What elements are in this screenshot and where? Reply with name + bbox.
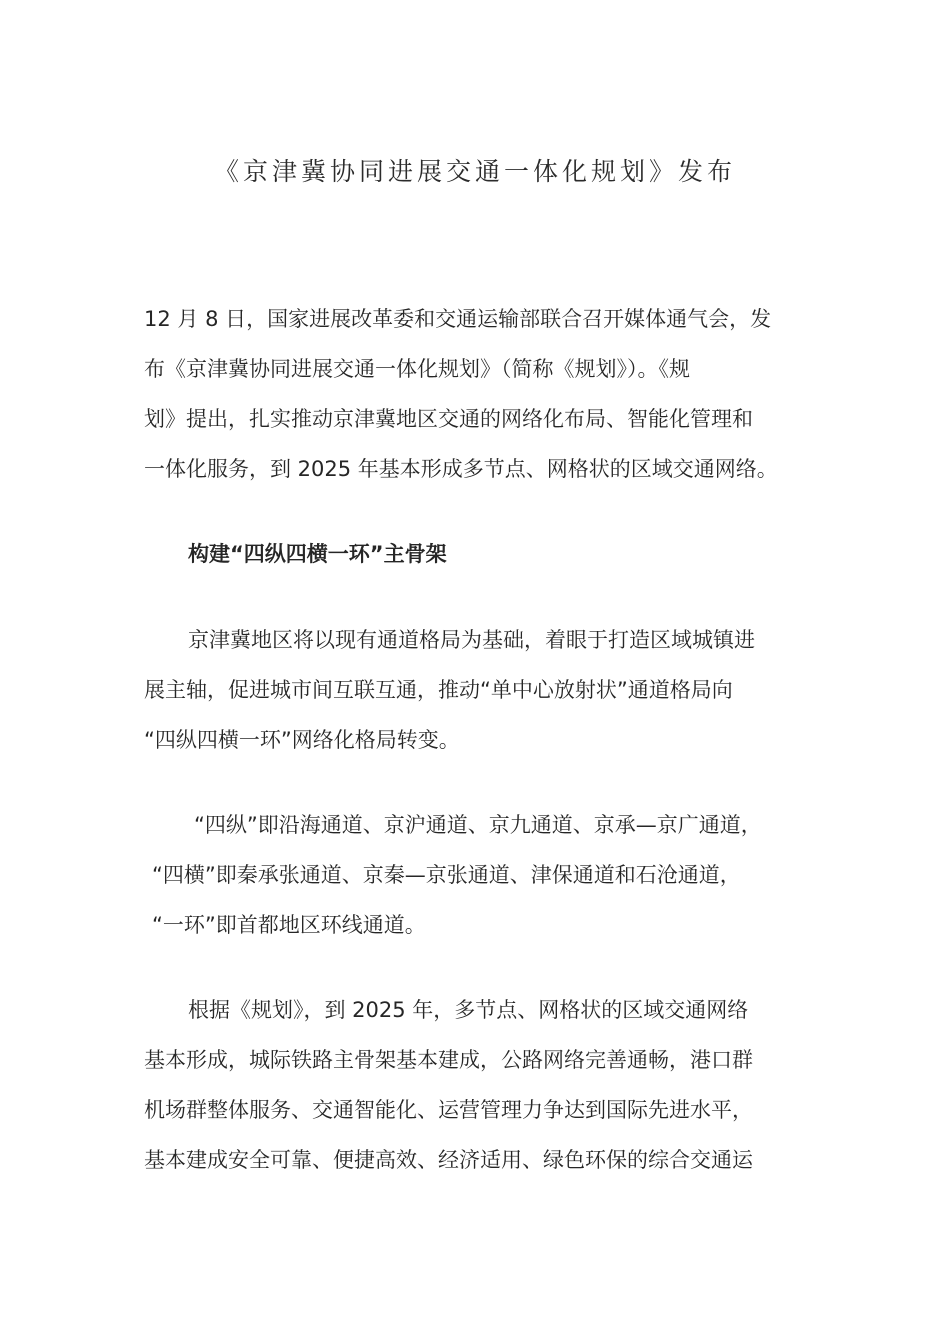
text-line: “四横”即秦承张通道、京秦—京张通道、津保通道和石沧通道， (152, 863, 741, 887)
document-title: 《京津冀协同进展交通一体化规划》发布 (213, 157, 736, 186)
text-line: “四纵”即沿海通道、京沪通道、京九通道、京承—京广通道， (194, 813, 762, 837)
paragraph-corridor-pattern (144, 615, 804, 765)
text-line: “四纵四横一环”网络化格局转变。 (144, 728, 460, 752)
text-line: “一环”即首都地区环线通道。 (152, 913, 426, 937)
text-line: 展主轴，促进城市间互联互通，推动“单中心放射状”通道格局向 (144, 678, 733, 702)
text-line: 基本形成，城际铁路主骨架基本建成，公路网络完善通畅，港口群 (144, 1048, 753, 1072)
text-line: 根据《规划》，到 2025 年，多节点、网格状的区域交通网络 (188, 998, 749, 1022)
text-line: 布《京津冀协同进展交通一体化规划》（简称《规划》）。《规 (144, 357, 690, 381)
text-line: 机场群整体服务、交通智能化、运营管理力争达到国际先进水平， (144, 1098, 753, 1122)
paragraph-2025-goals (144, 985, 804, 1185)
text-line: 12 月 8 日，国家进展改革委和交通运输部联合召开媒体通气会，发 (144, 307, 772, 331)
section-heading-block (144, 529, 804, 579)
text-line: 京津冀地区将以现有通道格局为基础，着眼于打造区域城镇进 (188, 628, 755, 652)
text-line: 一体化服务，到 2025 年基本形成多节点、网格状的区域交通网络。 (144, 457, 778, 481)
paragraph-intro (144, 294, 804, 494)
text-line: 基本建成安全可靠、便捷高效、经济适用、绿色环保的综合交通运 (144, 1148, 753, 1172)
section-heading: 构建“四纵四横一环”主骨架 (188, 542, 447, 566)
paragraph-corridor-list (144, 800, 804, 950)
text-line: 划》提出，扎实推动京津冀地区交通的网络化布局、智能化管理和 (144, 407, 753, 431)
